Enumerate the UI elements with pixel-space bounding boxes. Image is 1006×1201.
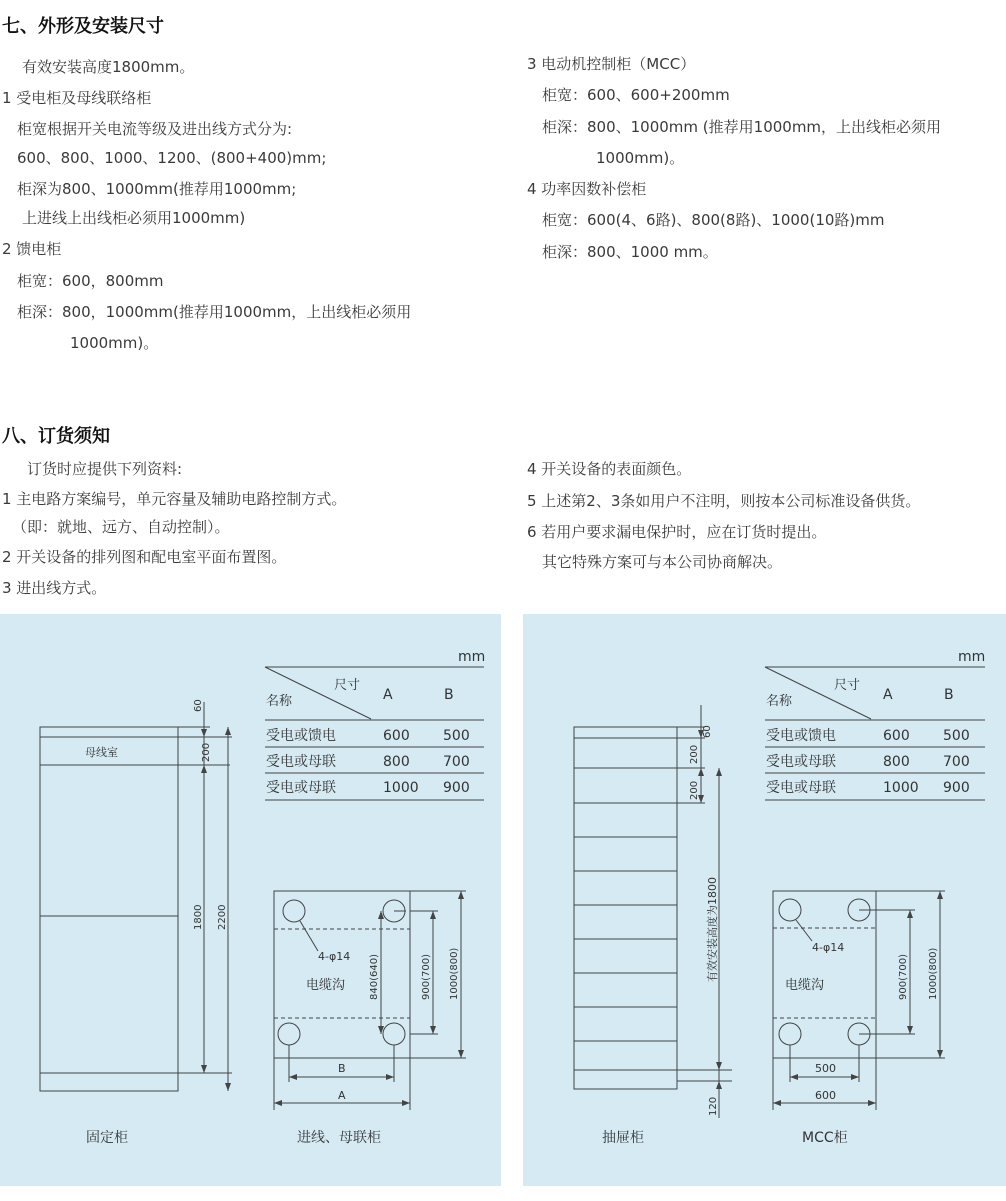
plan-dim-840: 840(640) xyxy=(369,954,380,1000)
plan-dim-a: A xyxy=(338,1089,346,1102)
s7-left-line-7: 2 馈电柜 xyxy=(2,240,62,258)
s8-left-line-3: （即：就地、远方、自动控制）。 xyxy=(12,518,230,536)
right-unit: mm xyxy=(958,649,986,665)
section-7-title: 七、外形及安装尺寸 xyxy=(2,16,164,37)
right-header-dim: 尺寸 xyxy=(834,678,861,693)
right-header-name: 名称 xyxy=(766,694,793,709)
s8-left-line-4: 2 开关设备的排列图和配电室平面布置图。 xyxy=(2,548,287,566)
left-dimension-table xyxy=(265,649,485,800)
mcc-holes-label: 4-φ14 xyxy=(812,941,845,954)
fixed-caption: 固定柜 xyxy=(86,1130,128,1146)
right-row-3-name: 受电或母联 xyxy=(766,780,836,796)
right-row-2-b: 700 xyxy=(943,754,970,770)
left-unit: mm xyxy=(458,649,486,665)
plan-dim-b: B xyxy=(338,1062,346,1075)
busbar-room-label: 母线室 xyxy=(85,746,118,759)
s8-right-line-2: 5 上述第2、3条如用户不注明，则按本公司标准设备供货。 xyxy=(527,492,921,510)
left-header-name: 名称 xyxy=(266,694,293,709)
s7-left-line-8: 柜宽：600，800mm xyxy=(17,272,164,290)
s7-left-line-10: 1000mm)。 xyxy=(70,334,159,352)
s7-right-line-1: 3 电动机控制柜（MCC） xyxy=(527,55,696,73)
right-row-1-a: 600 xyxy=(883,728,910,744)
s8-left-line-1: 订货时应提供下列资料: xyxy=(27,460,183,478)
left-row-1-a: 600 xyxy=(383,728,410,744)
left-header-dim: 尺寸 xyxy=(334,678,361,693)
drawer-dim-200b: 200 xyxy=(689,780,700,800)
left-row-2-name: 受电或母联 xyxy=(266,754,336,770)
right-dimension-table xyxy=(765,649,985,800)
hole-icon xyxy=(383,1023,405,1045)
right-row-1-name: 受电或馈电 xyxy=(766,728,836,744)
s7-right-line-7: 柜深：800、1000 mm。 xyxy=(542,243,718,261)
hole-icon xyxy=(779,899,801,921)
drawer-dim-60: 60 xyxy=(702,725,713,738)
s8-right-line-3: 6 若用户要求漏电保护时，应在订货时提出。 xyxy=(527,523,827,541)
s7-left-line-9: 柜深：800，1000mm(推荐用1000mm，上出线柜必须用 xyxy=(17,303,412,321)
mcc-dim-900: 900(700) xyxy=(898,954,909,1000)
right-col-a: A xyxy=(883,687,893,703)
s7-left-line-3: 柜宽根据开关电流等级及进出线方式分为: xyxy=(17,120,293,138)
left-row-2-a: 800 xyxy=(383,754,410,770)
plan-dim-1000: 1000(800) xyxy=(449,947,460,1000)
s7-left-line-4: 600、800、1000、1200、(800+400)mm; xyxy=(17,149,327,167)
mcc-dim-500: 500 xyxy=(815,1062,836,1075)
fixed-cabinet-elevation xyxy=(40,699,232,1146)
hole-icon xyxy=(278,1023,300,1045)
mcc-plan-view xyxy=(773,891,945,1146)
s7-left-line-6: 上进线上出线柜必须用1000mm) xyxy=(22,209,246,227)
left-row-2-b: 700 xyxy=(443,754,470,770)
left-row-3-name: 受电或母联 xyxy=(266,780,336,796)
drawer-dim-200a: 200 xyxy=(689,744,700,764)
s7-right-line-2: 柜宽：600、600+200mm xyxy=(542,86,730,104)
plan-caption: 进线、母联柜 xyxy=(297,1130,381,1146)
s7-left-line-5: 柜深为800、1000mm(推荐用1000mm; xyxy=(17,180,297,198)
s8-left-line-5: 3 进出线方式。 xyxy=(2,579,107,597)
right-row-2-a: 800 xyxy=(883,754,910,770)
hole-icon xyxy=(283,900,305,922)
drawer-dim-120: 120 xyxy=(708,1096,719,1116)
plan-dim-900: 900(700) xyxy=(421,954,432,1000)
drawer-dim-height: 有效安装高度为1800 xyxy=(706,877,719,982)
fixed-dim-2200: 2200 xyxy=(217,904,228,930)
right-row-2-name: 受电或母联 xyxy=(766,754,836,770)
s8-right-line-1: 4 开关设备的表面颜色。 xyxy=(527,460,692,478)
fixed-dim-200: 200 xyxy=(201,742,212,762)
s7-right-line-3: 柜深：800、1000mm (推荐用1000mm，上出线柜必须用 xyxy=(542,118,942,136)
left-row-1-name: 受电或馈电 xyxy=(266,728,336,744)
left-col-a: A xyxy=(383,687,393,703)
mcc-dim-600: 600 xyxy=(815,1089,836,1102)
right-row-3-b: 900 xyxy=(943,780,970,796)
s7-left-line-1: 有效安装高度1800mm。 xyxy=(22,58,195,76)
s8-right-line-4: 其它特殊方案可与本公司协商解决。 xyxy=(542,553,783,571)
left-row-3-a: 1000 xyxy=(383,780,419,796)
mcc-caption: MCC柜 xyxy=(802,1130,848,1146)
s7-right-line-5: 4 功率因数补偿柜 xyxy=(527,180,647,198)
right-col-b: B xyxy=(944,687,954,703)
hole-icon xyxy=(779,1023,801,1045)
fixed-dim-60: 60 xyxy=(193,699,204,712)
plan-holes-label: 4-φ14 xyxy=(318,950,351,963)
right-row-1-b: 500 xyxy=(943,728,970,744)
mcc-dim-1000: 1000(800) xyxy=(928,947,939,1000)
left-col-b: B xyxy=(444,687,454,703)
s7-right-line-6: 柜宽：600(4、6路)、800(8路)、1000(10路)mm xyxy=(542,211,885,229)
left-row-3-b: 900 xyxy=(443,780,470,796)
s7-left-line-2: 1 受电柜及母线联络柜 xyxy=(2,89,152,107)
left-row-1-b: 500 xyxy=(443,728,470,744)
right-row-3-a: 1000 xyxy=(883,780,919,796)
fixed-dim-1800: 1800 xyxy=(193,904,204,930)
incoming-plan-view xyxy=(274,891,466,1146)
plan-cable-trench: 电缆沟 xyxy=(306,978,346,993)
drawer-caption: 抽屉柜 xyxy=(602,1130,644,1146)
s7-right-line-4: 1000mm)。 xyxy=(596,149,685,167)
mcc-cable-trench: 电缆沟 xyxy=(785,978,825,993)
drawer-cabinet-elevation xyxy=(574,705,732,1146)
s8-left-line-2: 1 主电路方案编号，单元容量及辅助电路控制方式。 xyxy=(2,490,347,508)
section-8-title: 八、订货须知 xyxy=(2,426,110,447)
